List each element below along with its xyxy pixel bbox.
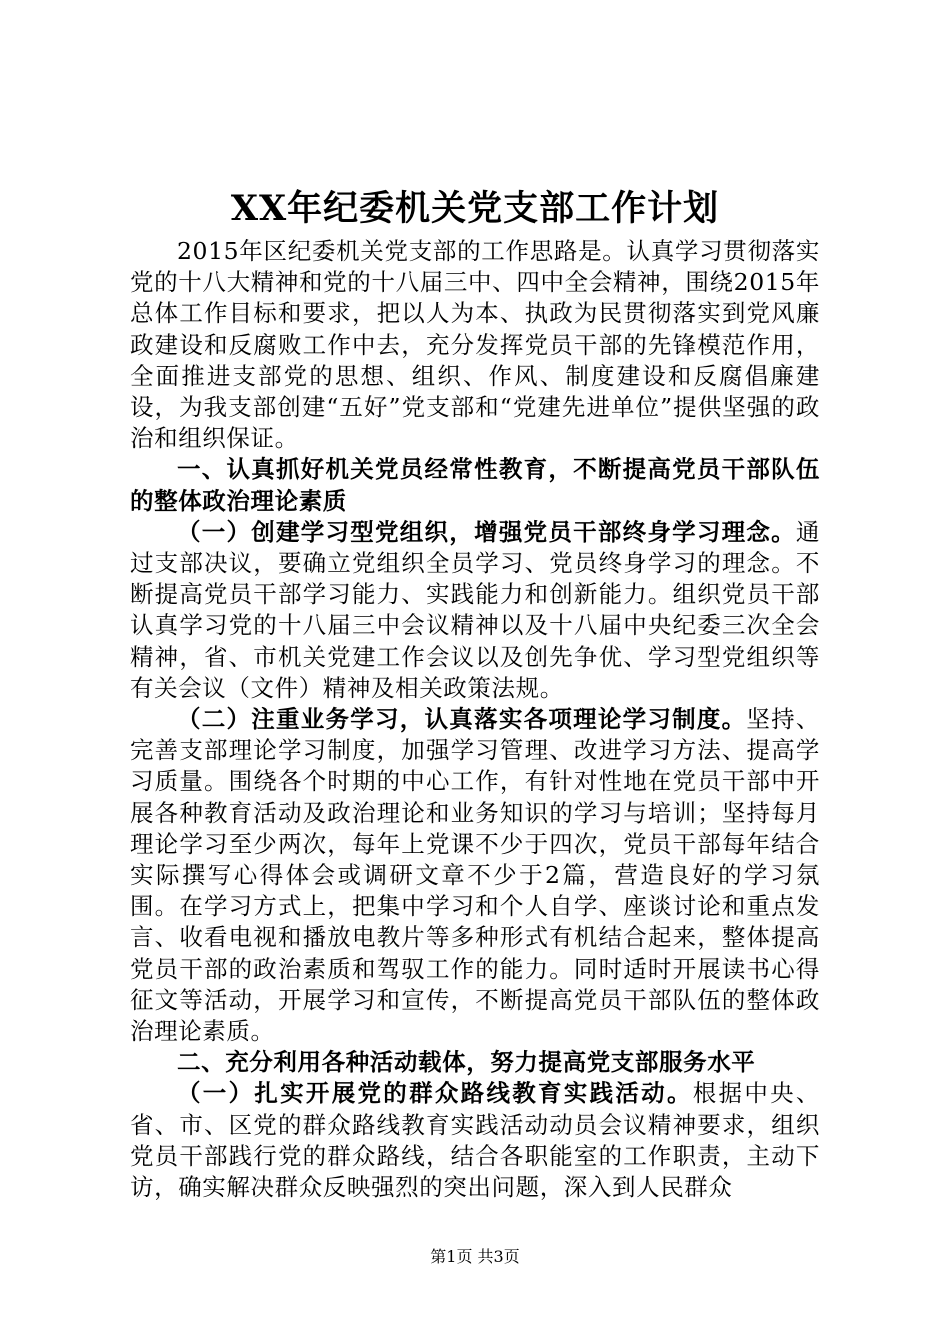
- section-2-item-1-lead: （一）扎实开展党的群众路线教育实践活动。: [177, 1079, 693, 1108]
- section-1-item-1: [130, 517, 820, 704]
- section-1-item-2: [130, 704, 820, 1047]
- section-1-heading: 一、认真抓好机关党员经常性教育，不断提高党员干部队伍的整体政治理论素质: [130, 455, 820, 515]
- section-2-item-1-text: 根据中央、省、市、区党的群众路线教育实践活动动员会议精神要求，组织党员干部践行党的群众路线，结合各职能室的工作职责，主动下访，确实解决群众反映强烈的突出问题，深入到人民群众: [130, 1079, 820, 1202]
- section-1-item-1-text: 通过支部决议，要确立党组织全员学习、党员终身学习的理念。不断提高党员干部学习能力、实践能力和创新能力。组织党员干部认真学习党的十八届三中会议精神以及十八届中央纪委三次全会精神，省、市机关党建工作会议以及创先争优、学习型党组织等有关会议（文件）精神及相关政策法规。: [130, 517, 820, 702]
- section-2-heading: 二、充分利用各种活动载体，努力提高党支部服务水平: [177, 1048, 756, 1077]
- section-1-item-2-text: 坚持、完善支部理论学习制度，加强学习管理、改进学习方法、提高学习质量。围绕各个时期的中心工作，有针对性地在党员干部中开展各种教育活动及政治理论和业务知识的学习与培训；坚持每月理论学习至少两次，每年上党课不少于四次，党员干部每年结合实际撰写心得体会或调研文章不少于2篇，营造良好的学习氛围。在学习方式上，把集中学习和个人自学、座谈讨论和重点发言、收看电视和播放电教片等多种形式有机结合起来，整体提高党员干部的政治素质和驾驭工作的能力。同时适时开展读书心得征文等活动，开展学习和宣传，不断提高党员干部队伍的整体政治理论素质。: [130, 705, 820, 1046]
- section-1-item-1-lead: （一）创建学习型党组织，增强党员干部终身学习理念。: [177, 517, 796, 546]
- intro-paragraph: 2015年区纪委机关党支部的工作思路是。认真学习贯彻落实党的十八大精神和党的十八届三中、四中全会精神，围绕2015年总体工作目标和要求，把以人为本、执政为民贯彻落实到党风廉政建设和反腐败工作中去，充分发挥党员干部的先锋模范作用，全面推进支部党的思想、组织、作风、制度建设和反腐倡廉建设，为我支部创建“五好”党支部和“党建先进单位”提供坚强的政治和组织保证。: [130, 237, 820, 453]
- section-2-item-1: [130, 1078, 820, 1203]
- document-body: [130, 236, 820, 1203]
- page-number-footer: 第1页 共3页: [430, 1247, 520, 1266]
- document-title: XX年纪委机关党支部工作计划: [230, 188, 720, 229]
- section-1-item-2-lead: （二）注重业务学习，认真落实各项理论学习制度。: [177, 705, 747, 734]
